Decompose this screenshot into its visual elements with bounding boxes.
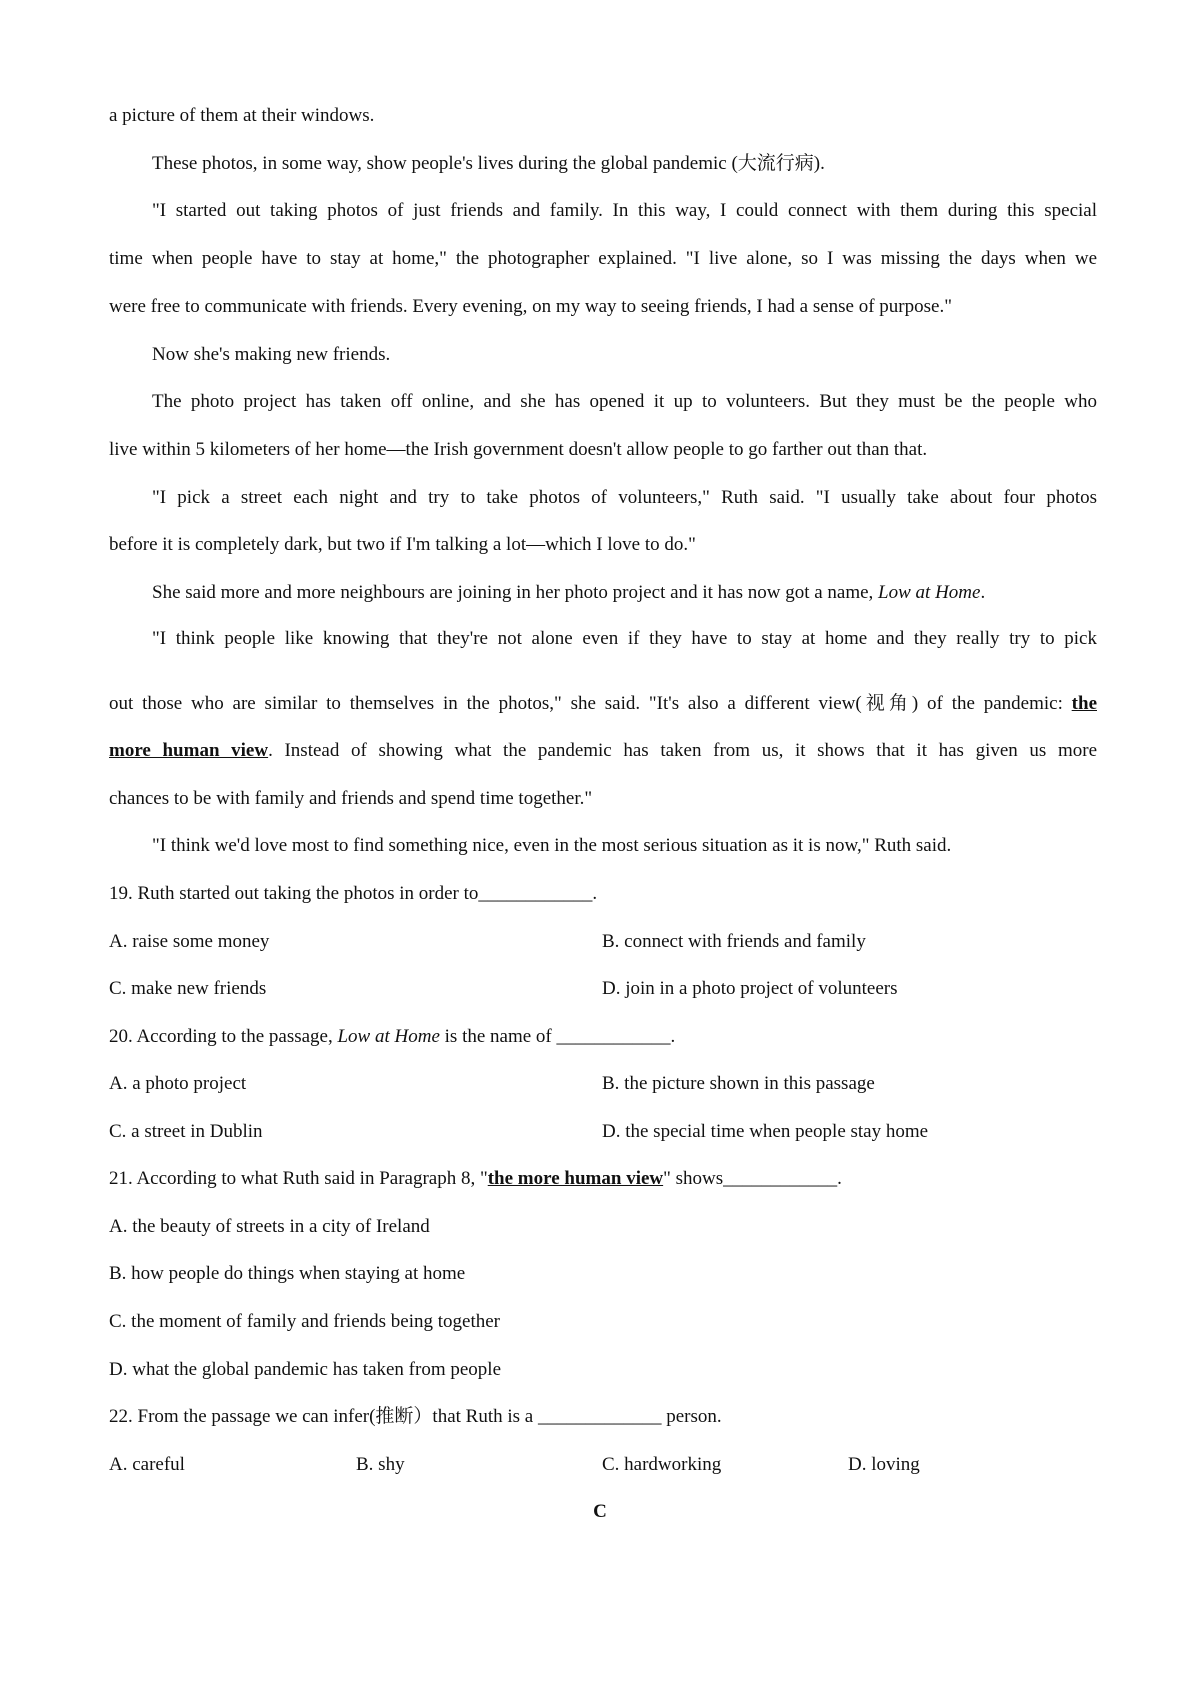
question-22-option-a: A. careful <box>109 1454 185 1475</box>
passage-line <box>109 692 1097 716</box>
project-name: Low at Home <box>878 582 981 603</box>
passage-line: live within 5 kilometers of her home—the Irish government doesn't allow people to go farther out than that. <box>109 439 928 460</box>
passage-line: Now she's making new friends. <box>152 344 391 365</box>
question-22-option-c: C. hardworking <box>602 1454 722 1475</box>
passage-line: a picture of them at their windows. <box>109 105 375 126</box>
passage-text: She said more and more neighbours are joining in her photo project and it has now got a name, <box>152 582 879 603</box>
section-heading: C <box>593 1501 607 1522</box>
question-19-stem: 19. Ruth started out taking the photos in order to____________. <box>109 883 598 904</box>
highlighted-phrase: the more human view <box>487 1168 664 1189</box>
highlighted-phrase: the <box>1071 693 1097 714</box>
passage-line: These photos, in some way, show people's lives during the global pandemic (大流行病). <box>152 153 825 174</box>
question-19-option-d: D. join in a photo project of volunteers <box>602 978 898 999</box>
question-text: " shows____________. <box>663 1168 842 1189</box>
question-19-option-a: A. raise some money <box>109 931 270 952</box>
passage-line: "I pick a street each night and try to take photos of volunteers," Ruth said. "I usually take about four photos <box>152 487 1097 508</box>
project-name: Low at Home <box>337 1026 440 1047</box>
question-22-stem: 22. From the passage we can infer(推断）that Ruth is a _____________ person. <box>109 1406 722 1427</box>
question-19-option-b: B. connect with friends and family <box>602 931 866 952</box>
question-21-option-a: A. the beauty of streets in a city of Ireland <box>109 1216 430 1237</box>
passage-text: . Instead of showing what the pandemic has taken from us, it shows that it has given us more <box>268 740 1098 761</box>
question-20-option-d: D. the special time when people stay home <box>602 1121 929 1142</box>
passage-line: The photo project has taken off online, and she has opened it up to volunteers. But they must be the people who <box>152 391 1097 412</box>
question-20-option-a: A. a photo project <box>109 1073 247 1094</box>
question-text: 21. According to what Ruth said in Paragraph 8, " <box>109 1168 488 1189</box>
question-20-option-b: B. the picture shown in this passage <box>602 1073 875 1094</box>
passage-line: were free to communicate with friends. Every evening, on my way to seeing friends, I had a sense of purpose." <box>109 296 952 317</box>
passage-text: out those who are similar to themselves in the photos," she said. "It's also a different view(视角) of the pandemic: <box>109 693 1072 714</box>
question-text: is the name of ____________. <box>439 1026 676 1047</box>
passage-line <box>109 739 1097 763</box>
question-21-stem <box>109 1167 842 1191</box>
passage-line: "I think people like knowing that they're not alone even if they have to stay at home and they really try to pick <box>152 628 1097 649</box>
question-21-option-d: D. what the global pandemic has taken from people <box>109 1359 502 1380</box>
passage-line: "I started out taking photos of just friends and family. In this way, I could connect with them during this special <box>152 200 1097 221</box>
question-19-option-c: C. make new friends <box>109 978 267 999</box>
passage-line: "I think we'd love most to find something nice, even in the most serious situation as it is now," Ruth said. <box>152 835 952 856</box>
passage-line: before it is completely dark, but two if I'm talking a lot—which I love to do." <box>109 534 696 555</box>
question-22-option-d: D. loving <box>848 1454 920 1475</box>
question-text: 20. According to the passage, <box>109 1026 338 1047</box>
passage-line: chances to be with family and friends and spend time together." <box>109 788 593 809</box>
passage-line: time when people have to stay at home," the photographer explained. "I live alone, so I was missing the days when we <box>109 248 1097 269</box>
passage-text: . <box>980 582 986 603</box>
question-21-option-c: C. the moment of family and friends being together <box>109 1311 500 1332</box>
passage-line <box>152 581 985 605</box>
question-20-option-c: C. a street in Dublin <box>109 1121 263 1142</box>
question-21-option-b: B. how people do things when staying at home <box>109 1263 466 1284</box>
question-20-stem <box>109 1025 675 1049</box>
highlighted-phrase: more human view <box>109 740 269 761</box>
question-22-option-b: B. shy <box>356 1454 405 1475</box>
